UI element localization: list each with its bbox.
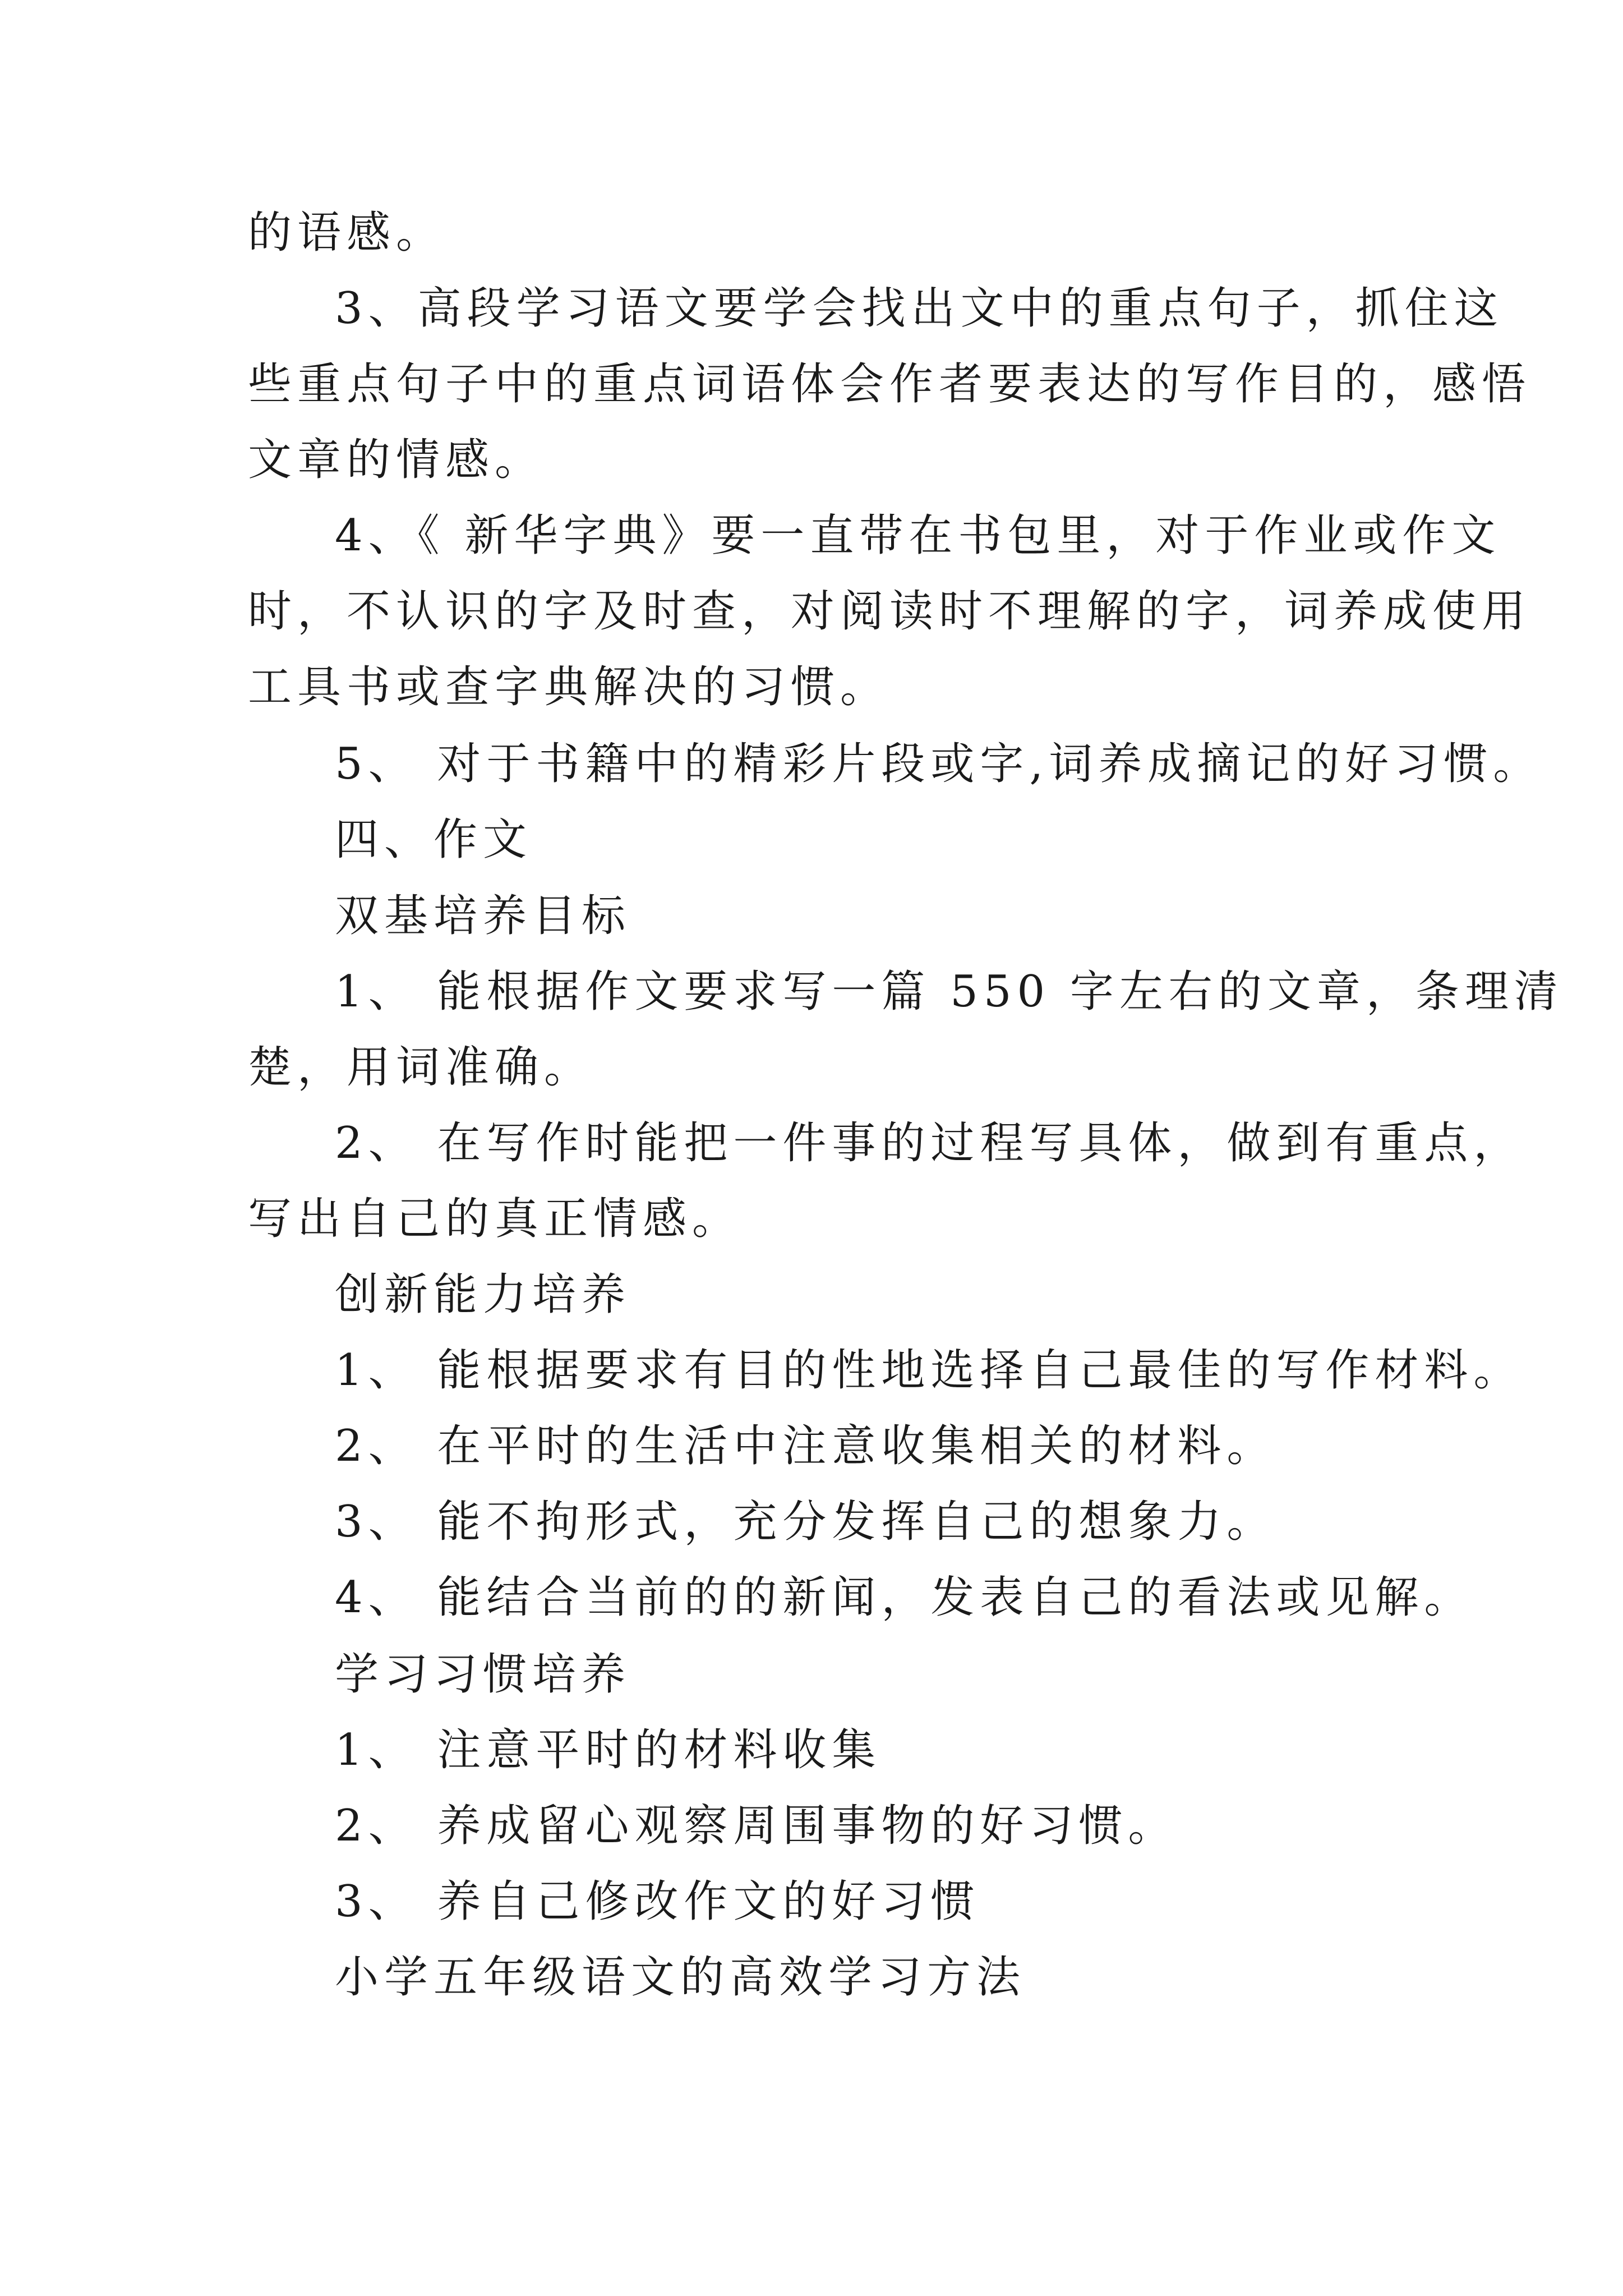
text-line: 2、 养成留心观察周围事物的好习惯。	[335, 1801, 1178, 1851]
text-line: 1、 注意平时的材料收集	[335, 1725, 882, 1775]
text-line: 2、 在写作时能把一件事的过程写具体，做到有重点，	[335, 1118, 1523, 1168]
subsection-heading: 创新能力培养	[335, 1269, 631, 1320]
text-line: 些重点句子中的重点词语体会作者要表达的写作目的，感悟	[248, 359, 1532, 409]
text-line: 4、《 新华字典》要一直带在书包里，对于作业或作文	[335, 510, 1501, 561]
text-line: 时，不认识的字及时查，对阅读时不理解的字，词养成使用	[248, 586, 1532, 637]
text-line: 1、 能根据要求有目的性地选择自己最佳的写作材料。	[335, 1345, 1523, 1396]
text-line: 的语感。	[248, 208, 446, 258]
text-line: 楚，用词准确。	[248, 1042, 594, 1093]
text-line: 5、 对于书籍中的精彩片段或字,词养成摘记的好习惯。	[335, 739, 1543, 789]
text-line: 文章的情感。	[248, 435, 545, 485]
text-line: 4、 能结合当前的的新闻，发表自己的看法或见解。	[335, 1572, 1474, 1623]
text-line: 3、高段学习语文要学会找出文中的重点句子，抓住这	[335, 283, 1504, 334]
text-line: 1、 能根据作文要求写一篇 550 字左右的文章，条理清	[335, 967, 1564, 1017]
text-line: 写出自己的真正情感。	[248, 1194, 742, 1244]
text-line: 2、 在平时的生活中注意收集相关的材料。	[335, 1421, 1276, 1471]
text-line: 3、 能不拘形式，充分发挥自己的想象力。	[335, 1497, 1276, 1547]
subsection-heading: 双基培养目标	[335, 891, 631, 941]
subsection-heading: 学习习惯培养	[335, 1649, 631, 1700]
section-heading: 四、作文	[335, 815, 533, 865]
text-line: 3、 养自己修改作文的好习惯	[335, 1876, 980, 1927]
text-line: 工具书或查字典解决的习惯。	[248, 662, 890, 712]
section-heading: 小学五年级语文的高效学习方法	[335, 1952, 1026, 2003]
